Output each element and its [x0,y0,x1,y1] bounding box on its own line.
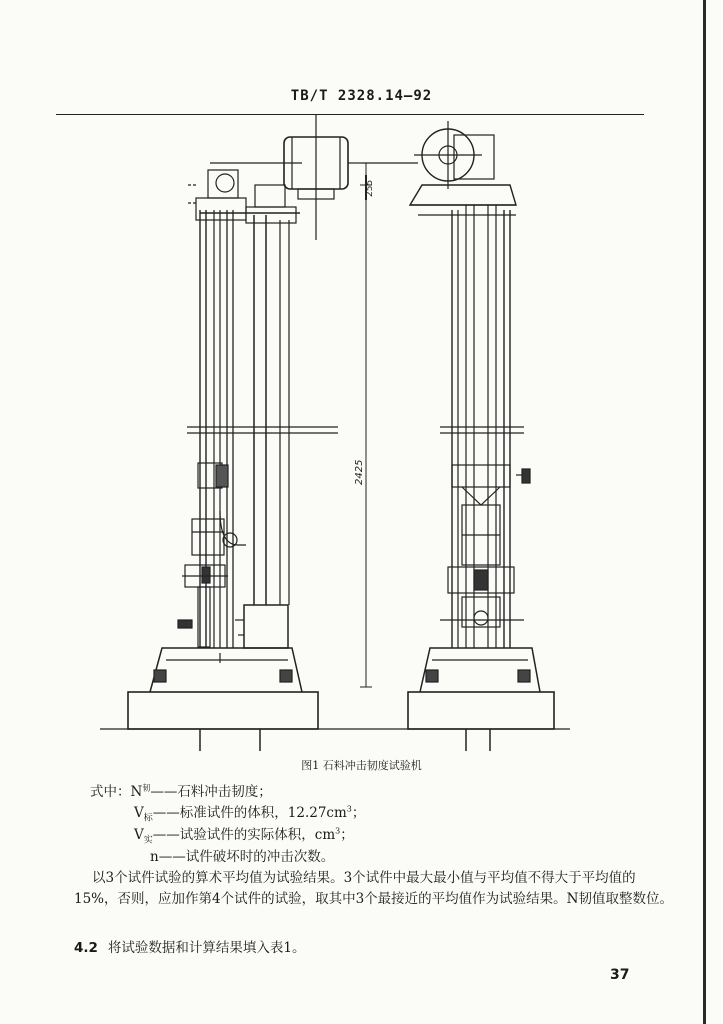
dimension-label-top: 255 [365,179,375,197]
var-symbol: n [150,849,159,865]
paragraph-text: 以3个试件试验的算术平均值为试验结果。3个试件中最大最小值与平均值不得大于平均值的15%，否则，应加作第4个试件的试验，取其中3个最接近的平均值作为试验结果。N韧值取整数位。 [74,870,673,907]
result-paragraph [74,868,674,910]
variable-def-V-actual [134,823,354,846]
standard-number: TB/T 2328.14—92 [290,88,433,104]
left-machine-view [128,115,418,751]
dimension-line [360,163,372,687]
section-text: 将试验数据和计算结果填入表1。 [107,940,306,956]
right-machine-view [408,121,554,751]
var-symbol: V [134,805,144,821]
var-description: ——试验试件的实际体积，cm [152,827,336,843]
var-tail: ； [340,827,354,843]
variable-def-V-standard [134,801,365,824]
impact-testing-machine-drawing [70,115,570,755]
var-subscript: 标 [143,813,153,824]
var-subscript: 韧 [142,783,151,793]
figure-caption: 图1 石料冲击韧度试验机 [301,759,422,772]
dimension-label-height: 2425 [354,459,365,485]
section-number: 4.2 [74,940,98,956]
var-symbol: V [134,827,144,843]
variable-def-N [90,780,272,800]
var-description: ——标准试件的体积，12.27cm [152,805,347,821]
var-superscript: 3 [335,826,341,836]
var-tail: ； [351,805,366,821]
var-subscript: 实 [143,835,153,846]
scan-page-edge [703,0,706,1024]
page-number: 37 [610,967,630,983]
var-description: ——试件破坏时的冲击次数。 [158,849,335,865]
var-description: ——石料冲击韧度； [150,784,272,800]
section-4-2 [74,936,306,956]
var-superscript: 3 [346,804,352,814]
var-symbol: N [130,784,143,800]
variable-def-n [150,845,334,865]
where-lead: 式中： [90,784,131,800]
